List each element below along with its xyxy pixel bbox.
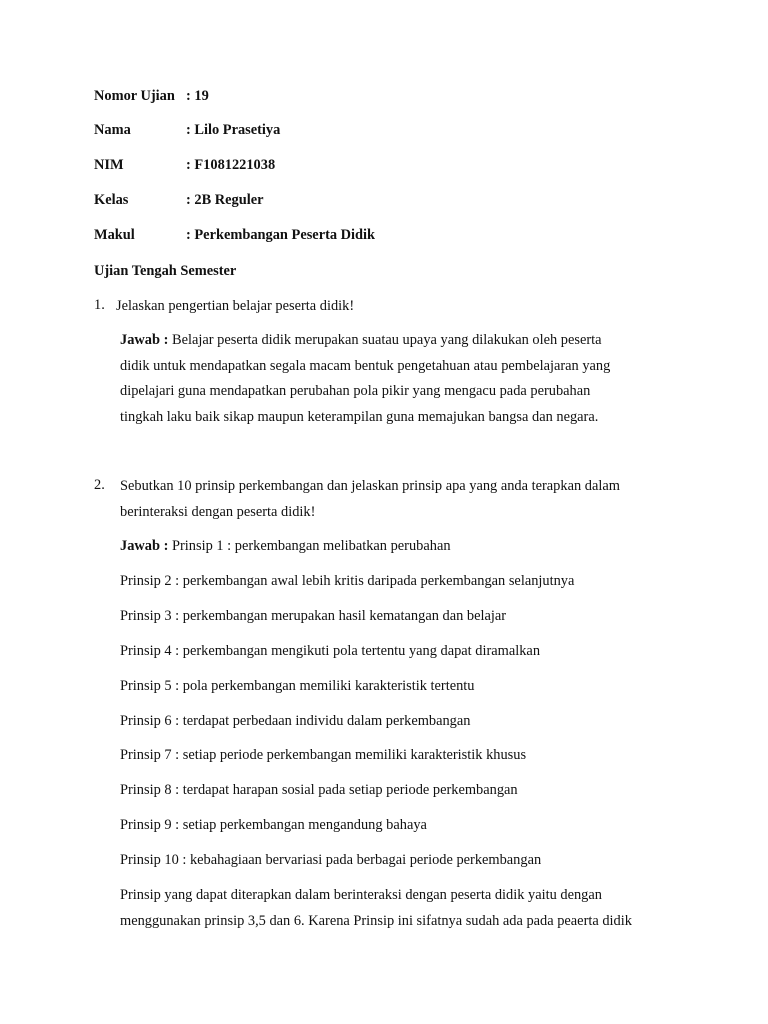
principle-6: Prinsip 6 : terdapat perbedaan individu dalam perkembangan [120, 713, 471, 729]
question-1-answer-line-3: dipelajari guna mendapatkan perubahan pola pikir yang mengacu pada perubahan [120, 383, 591, 399]
principle-4: Prinsip 4 : perkembangan mengikuti pola tertentu yang dapat diramalkan [120, 643, 541, 659]
question-1-answer-line-2: didik untuk mendapatkan segala macam bentuk pengetahuan atau pembelajaran yang [120, 358, 611, 374]
principle-2: Prinsip 2 : perkembangan awal lebih kritis daripada perkembangan selanjutnya [120, 573, 575, 589]
nama-label: Nama [94, 122, 131, 138]
question-2-number: 2. [94, 477, 105, 493]
question-1-answer-line-4: tingkah laku baik sikap maupun keterampilan guna memajukan bangsa dan negara. [120, 409, 599, 425]
kelas-value: : 2B Reguler [186, 192, 264, 208]
principle-7: Prinsip 7 : setiap periode perkembangan memiliki karakteristik khusus [120, 747, 527, 763]
exam-title: Ujian Tengah Semester [94, 263, 237, 279]
principle-1: Prinsip 1 : perkembangan melibatkan perubahan [171, 538, 451, 554]
question-2-answer-line-1 [120, 537, 451, 555]
nim-label: NIM [94, 157, 124, 173]
principle-10: Prinsip 10 : kebahagiaan bervariasi pada berbagai periode perkembangan [120, 852, 542, 868]
makul-value: : Perkembangan Peserta Didik [186, 227, 376, 243]
makul-label: Makul [94, 227, 135, 243]
nomor-ujian-value: : 19 [186, 88, 209, 104]
conclusion-line-1: Prinsip yang dapat diterapkan dalam berinteraksi dengan peserta didik yaitu dengan [120, 887, 602, 903]
answer-text: Belajar peserta didik merupakan suatau upaya yang dilakukan oleh peserta [171, 332, 602, 348]
question-2-text-line-2: berinteraksi dengan peserta didik! [120, 504, 316, 520]
question-1-number: 1. [94, 297, 105, 313]
question-1-answer-line-1 [120, 331, 602, 349]
principle-8: Prinsip 8 : terdapat harapan sosial pada setiap periode perkembangan [120, 782, 518, 798]
principle-3: Prinsip 3 : perkembangan merupakan hasil kematangan dan belajar [120, 608, 507, 624]
question-1-text: Jelaskan pengertian belajar peserta didik! [116, 298, 355, 314]
conclusion-line-2: menggunakan prinsip 3,5 dan 6. Karena Prinsip ini sifatnya sudah ada pada peaerta didik [120, 913, 632, 929]
answer-label: Jawab : [120, 332, 169, 348]
kelas-label: Kelas [94, 192, 129, 208]
nama-value: : Lilo Prasetiya [186, 122, 281, 138]
question-2-text-line-1: Sebutkan 10 prinsip perkembangan dan jelaskan prinsip apa yang anda terapkan dalam [120, 478, 620, 494]
nomor-ujian-label: Nomor Ujian [94, 88, 175, 104]
answer-label: Jawab : [120, 538, 169, 554]
nim-value: : F1081221038 [186, 157, 276, 173]
principle-5: Prinsip 5 : pola perkembangan memiliki karakteristik tertentu [120, 678, 475, 694]
principle-9: Prinsip 9 : setiap perkembangan mengandung bahaya [120, 817, 427, 833]
